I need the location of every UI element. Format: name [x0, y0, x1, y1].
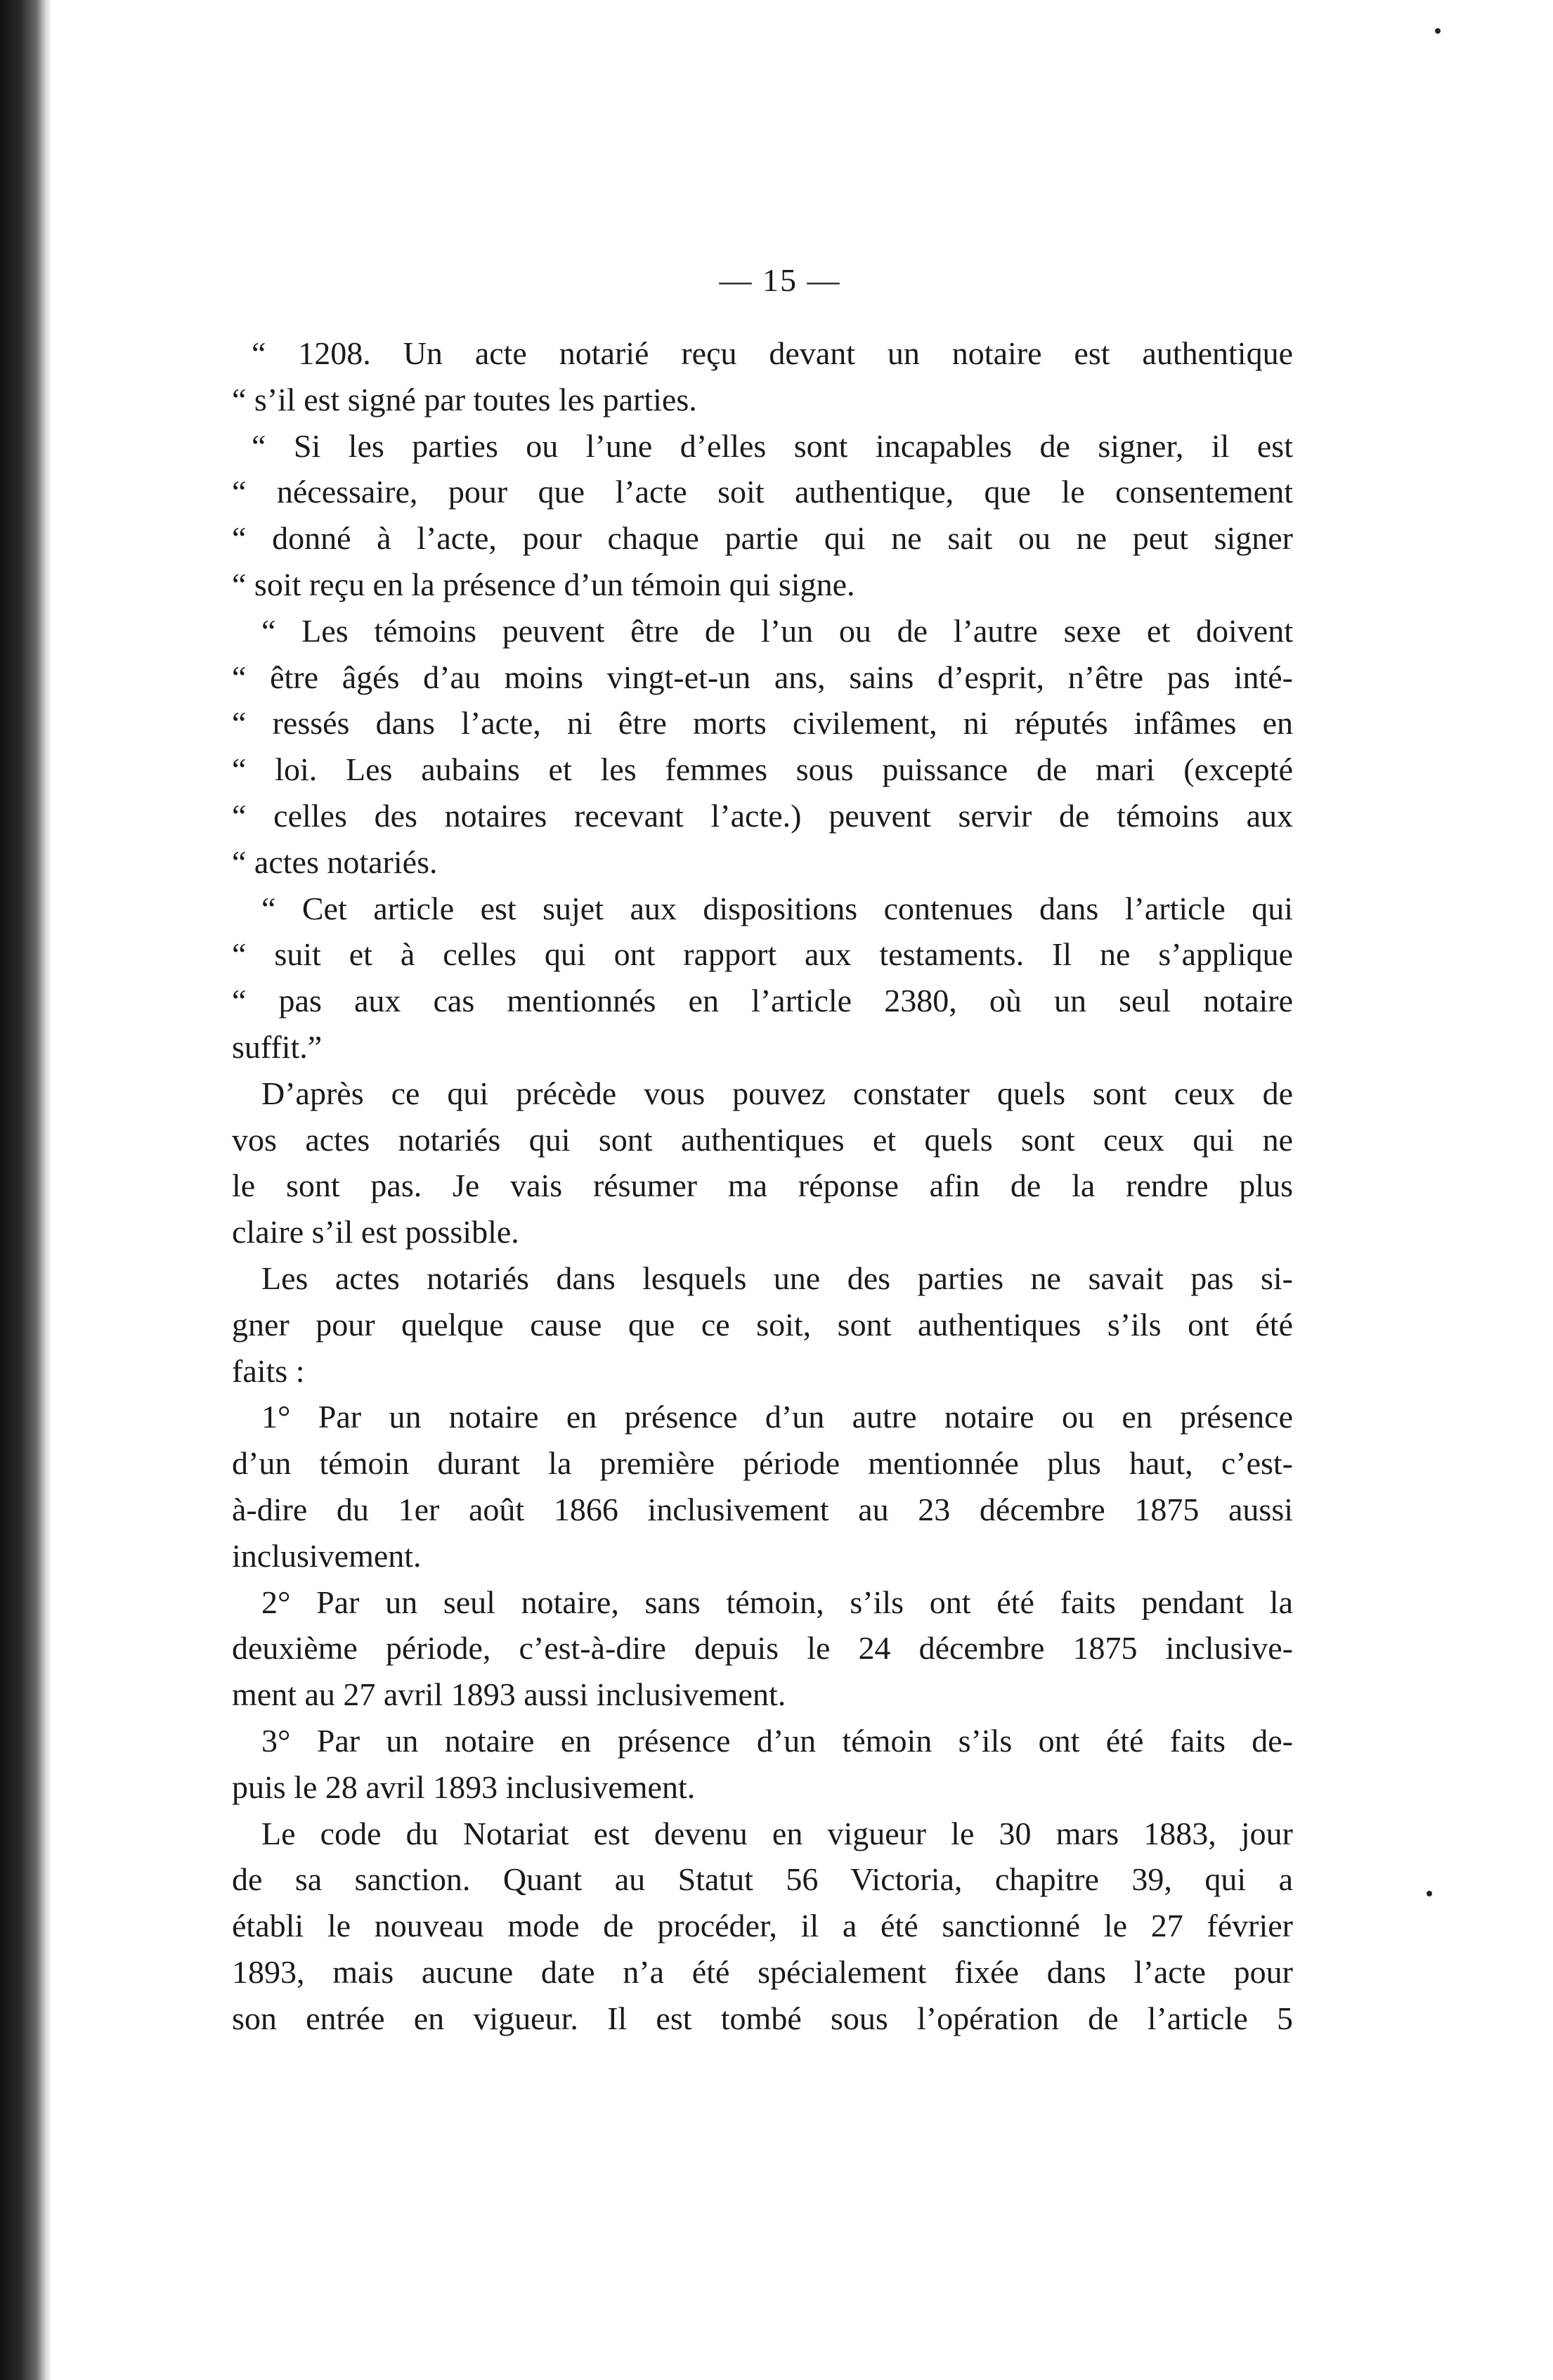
- text-line: “ nécessaire, pour que l’acte soit authentique, que le consentement: [232, 474, 1293, 510]
- text-line: “ celles des notaires recevant l’acte.) peuvent servir de témoins aux: [232, 797, 1293, 834]
- text-line: D’après ce qui précède vous pouvez constater quels sont ceux de: [261, 1075, 1293, 1111]
- text-line: vos actes notariés qui sont authentiques et quels sont ceux qui ne: [232, 1121, 1293, 1158]
- text-line: gner pour quelque cause que ce soit, sont authentiques s’ils ont été: [232, 1306, 1293, 1343]
- text-line: “ s’il est signé par toutes les parties.: [232, 381, 697, 418]
- text-line: “ Cet article est sujet aux dispositions contenues dans l’article qui: [261, 890, 1293, 926]
- text-line: établi le nouveau mode de procéder, il a été sanctionné le 27 février: [232, 1908, 1293, 1944]
- text-line: Les actes notariés dans lesquels une des parties ne savait pas si-: [261, 1260, 1293, 1296]
- text-line: ment au 27 avril 1893 aussi inclusivement.: [232, 1676, 786, 1713]
- text-line: 3° Par un notaire en présence d’un témoin s’ils ont été faits de-: [261, 1722, 1293, 1759]
- text-line: son entrée en vigueur. Il est tombé sous l’opération de l’article 5: [232, 2000, 1293, 2036]
- text-line: “ pas aux cas mentionnés en l’article 2380, où un seul notaire: [232, 983, 1293, 1019]
- text-line: suffit.”: [232, 1028, 323, 1065]
- text-line: puis le 28 avril 1893 inclusivement.: [232, 1768, 696, 1805]
- text-line: “ actes notariés.: [232, 843, 438, 880]
- text-line: “ loi. Les aubains et les femmes sous puissance de mari (excepté: [232, 751, 1293, 788]
- text-line: de sa sanction. Quant au Statut 56 Victoria, chapitre 39, qui a: [232, 1861, 1293, 1898]
- page-number: — 15 —: [719, 262, 841, 298]
- text-line: claire s’il est possible.: [232, 1214, 519, 1250]
- text-line: “ Si les parties ou l’une d’elles sont incapables de signer, il est: [252, 427, 1293, 464]
- text-line: faits :: [232, 1352, 305, 1389]
- text-line: deuxième période, c’est-à-dire depuis le 24 décembre 1875 inclusive-: [232, 1630, 1293, 1667]
- text-line: 1° Par un notaire en présence d’un autre notaire ou en présence: [261, 1399, 1293, 1435]
- text-line: le sont pas. Je vais résumer ma réponse afin de la rendre plus: [232, 1168, 1293, 1204]
- text-line: d’un témoin durant la première période mentionnée plus haut, c’est-: [232, 1445, 1293, 1482]
- text-line: à-dire du 1er août 1866 inclusivement au 23 décembre 1875 aussi: [232, 1491, 1293, 1527]
- text-line: “ ressés dans l’acte, ni être morts civilement, ni réputés infâmes en: [232, 705, 1293, 742]
- text-line: 2° Par un seul notaire, sans témoin, s’ils ont été faits pendant la: [261, 1584, 1293, 1620]
- text-line: 1893, mais aucune date n’a été spécialement fixée dans l’acte pour: [232, 1953, 1293, 1990]
- scanned-page-edge: [0, 0, 52, 2380]
- text-line: “ être âgés d’au moins vingt-et-un ans, sains d’esprit, n’être pas inté-: [232, 659, 1293, 695]
- body-text: [232, 330, 1293, 2041]
- text-line: “ Les témoins peuvent être de l’un ou de l’autre sexe et doivent: [261, 612, 1293, 649]
- text-line: “ soit reçu en la présence d’un témoin qui signe.: [232, 566, 855, 602]
- text-line: “ suit et à celles qui ont rapport aux testaments. Il ne s’applique: [232, 936, 1293, 973]
- text-line: “ 1208. Un acte notarié reçu devant un notaire est authentique: [252, 335, 1293, 371]
- speck-mark: [1435, 28, 1441, 34]
- text-line: Le code du Notariat est devenu en vigueur le 30 mars 1883, jour: [261, 1815, 1293, 1851]
- text-line: “ donné à l’acte, pour chaque partie qui ne sait ou ne peut signer: [232, 520, 1293, 557]
- text-line: inclusivement.: [232, 1537, 422, 1574]
- speck-mark: [1427, 1891, 1432, 1896]
